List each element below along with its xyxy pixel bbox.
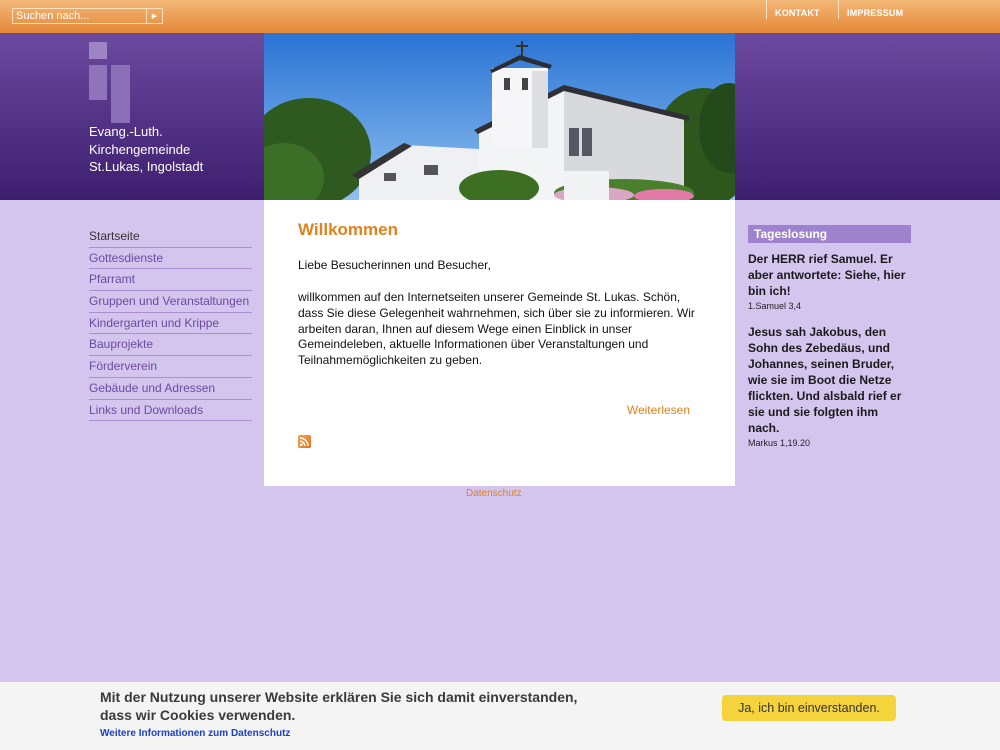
search-box [12,8,163,24]
nav-link[interactable]: Pfarramt [89,272,136,287]
cookie-message [100,688,580,724]
daily-watchword-title: Tageslosung [748,225,911,243]
nav-link[interactable]: Startseite [89,229,140,243]
arrow-right-icon: ▶ [151,13,158,20]
search-submit-button[interactable] [146,9,162,23]
nav-item-gebaeude[interactable] [89,378,252,400]
datenschutz-link[interactable]: Datenschutz [466,488,522,499]
nav-item-pfarramt[interactable] [89,269,252,291]
nav-item-links[interactable] [89,400,252,422]
nav-item-kindergarten[interactable] [89,313,252,335]
org-name-line: Evang.-Luth. [89,124,163,139]
read-more-link[interactable]: Weiterlesen [626,403,690,417]
cookie-message-line: Mit der Nutzung unserer Website erklären Sie sich damit einverstanden, [100,689,578,705]
nav-item-gottesdienste[interactable] [89,248,252,270]
nav-link[interactable]: Gottesdienste [89,250,164,265]
main-content [264,200,735,486]
nav-link[interactable]: Kindergarten und Krippe [89,315,220,330]
cookie-banner [0,682,1000,750]
org-name-line: Kirchengemeinde [89,141,191,157]
church-photo [264,33,735,200]
top-bar [0,0,1000,33]
logo-block [111,65,130,123]
nav-item-startseite[interactable] [89,226,252,248]
privacy-info-link[interactable]: Weitere Informationen zum Datenschutz [100,728,291,739]
main-navigation [89,226,252,421]
verse-reference: Markus 1,19.20 [748,438,811,448]
impressum-link[interactable]: IMPRESSUM [838,0,912,19]
verse-text: Der HERR rief Samuel. Er aber antwortete: Siehe, hier bin ich! [748,252,906,298]
rss-feed-icon[interactable] [298,435,311,448]
nav-item-gruppen[interactable] [89,291,252,313]
search-input[interactable] [13,9,146,23]
top-links [766,0,912,19]
welcome-text: willkommen auf den Internetseiten unserer Gemeinde St. Lukas. Schön, dass Sie diese Gelegenheit wahrnehmen, sich über sie zu informieren. Wir arbeiten daran, Ihnen auf diesem Wege einen Einblick in unser Gemeindeleben, aktuelle Informationen über Veranstaltungen und Teilnahmemöglichkeiten zu geben. [298,290,695,368]
org-name-line: St.Lukas, Ingolstadt [89,159,204,174]
cookie-message-line: dass wir Cookies verwenden. [100,707,296,723]
organization-name [89,123,259,176]
page-title: Willkommen [298,220,398,239]
accept-cookies-button[interactable]: Ja, ich bin einverstanden. [722,695,896,721]
nav-link[interactable]: Gebäude und Adressen [89,380,216,395]
logo-block [89,65,107,100]
nav-link[interactable]: Bauprojekte [89,337,154,352]
nav-link[interactable]: Links und Downloads [89,402,204,417]
logo-block [89,42,107,59]
kontakt-link[interactable]: KONTAKT [766,0,838,19]
nav-item-foerderverein[interactable] [89,356,252,378]
nav-link[interactable]: Gruppen und Veranstaltungen [89,294,250,309]
daily-watchword-panel [748,225,911,448]
site-header [0,33,1000,200]
verse-reference: 1.Samuel 3,4 [748,301,802,311]
verse-text: Jesus sah Jakobus, den Sohn des Zebedäus, und Johannes, seinen Bruder, wie sie im Boot die Netze flickten. Und alsbald rief er sie und sie folgten ihm nach. [748,325,902,435]
nav-link[interactable]: Förderverein [89,359,158,374]
greeting-text: Liebe Besucherinnen und Besucher, [298,258,491,272]
nav-item-bauprojekte[interactable] [89,334,252,356]
